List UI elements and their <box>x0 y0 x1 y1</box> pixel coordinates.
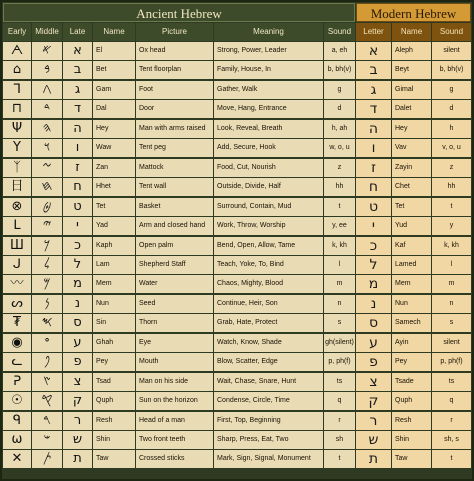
early-glyph: ᒪ <box>3 217 32 235</box>
late-glyph: נ <box>63 295 93 313</box>
modern-letter: פ <box>356 353 392 371</box>
modern-name: Nun <box>392 295 432 313</box>
early-glyph: ⊗ <box>3 198 32 216</box>
letter-name: Kaph <box>93 237 136 255</box>
meaning: Add, Secure, Hook <box>214 139 324 157</box>
table-row <box>3 256 471 275</box>
sound: n <box>324 295 356 313</box>
modern-name: Beyt <box>392 61 432 79</box>
letter-name: Tsad <box>93 373 136 391</box>
sound: k, kh <box>324 237 356 255</box>
late-glyph: ג <box>63 81 93 99</box>
sound: t <box>324 198 356 216</box>
letter-name: Lam <box>93 256 136 274</box>
sound: q <box>324 392 356 410</box>
late-glyph: ו <box>63 139 93 157</box>
sound: ts <box>324 373 356 391</box>
sound: s <box>324 314 356 332</box>
meaning: Blow, Scatter, Edge <box>214 353 324 371</box>
col-picture: Picture <box>136 23 214 41</box>
modern-sound: ts <box>432 373 471 391</box>
modern-name: Yud <box>392 217 432 235</box>
modern-sound: h <box>432 120 471 138</box>
picture-description: Two front teeth <box>136 431 214 449</box>
letter-name: Gam <box>93 81 136 99</box>
picture-description: Ox head <box>136 42 214 60</box>
middle-glyph: 𐤕 <box>32 450 63 468</box>
modern-sound: b, bh(v) <box>432 61 471 79</box>
modern-letter: ל <box>356 256 392 274</box>
meaning: Strong, Power, Leader <box>214 42 324 60</box>
middle-glyph: 𐤄 <box>32 120 63 138</box>
modern-name: Taw <box>392 450 432 468</box>
early-glyph: Ψ <box>3 120 32 138</box>
early-glyph: ᔕ <box>3 295 32 313</box>
late-glyph: ב <box>63 61 93 79</box>
modern-letter: ת <box>356 450 392 468</box>
modern-letter: ד <box>356 100 392 118</box>
picture-description: Door <box>136 100 214 118</box>
late-glyph: י <box>63 217 93 235</box>
modern-sound: t <box>432 450 471 468</box>
modern-sound: l <box>432 256 471 274</box>
sound: gh(silent) <box>324 334 356 352</box>
middle-glyph: 𐤆 <box>32 159 63 177</box>
letter-name: Dal <box>93 100 136 118</box>
letter-name: Yad <box>93 217 136 235</box>
letter-name: Shin <box>93 431 136 449</box>
modern-letter: ק <box>356 392 392 410</box>
picture-description: Basket <box>136 198 214 216</box>
letter-name: Waw <box>93 139 136 157</box>
late-glyph: ק <box>63 392 93 410</box>
letter-name: Hhet <box>93 178 136 196</box>
late-glyph: ל <box>63 256 93 274</box>
modern-letter: ט <box>356 198 392 216</box>
early-glyph: ᑫ <box>3 412 32 430</box>
modern-letter: ס <box>356 314 392 332</box>
meaning: First, Top, Beginning <box>214 412 324 430</box>
modern-letter: ב <box>356 61 392 79</box>
meaning: Work, Throw, Worship <box>214 217 324 235</box>
letter-name: Bet <box>93 61 136 79</box>
letter-name: Nun <box>93 295 136 313</box>
sound: z <box>324 159 356 177</box>
late-glyph: ש <box>63 431 93 449</box>
sound: w, o, u <box>324 139 356 157</box>
modern-letter: ה <box>356 120 392 138</box>
middle-glyph: 𐤂 <box>32 81 63 99</box>
modern-name: Tet <box>392 198 432 216</box>
picture-description: Arm and closed hand <box>136 217 214 235</box>
late-glyph: ע <box>63 334 93 352</box>
letter-name: Pey <box>93 353 136 371</box>
modern-sound: d <box>432 100 471 118</box>
modern-sound: t <box>432 198 471 216</box>
col-letter: Letter <box>356 23 392 41</box>
late-glyph: כ <box>63 237 93 255</box>
modern-name: Hey <box>392 120 432 138</box>
early-glyph: ⌂ <box>3 61 32 79</box>
modern-name: Chet <box>392 178 432 196</box>
middle-glyph: 𐤇 <box>32 178 63 196</box>
modern-letter: כ <box>356 237 392 255</box>
middle-glyph: 𐤐 <box>32 353 63 371</box>
middle-glyph: 𐤎 <box>32 314 63 332</box>
table-row <box>3 139 471 158</box>
table-row <box>3 42 471 61</box>
sound: h, ah <box>324 120 356 138</box>
col-middle: Middle <box>32 23 63 41</box>
modern-hebrew-heading: Modern Hebrew <box>356 3 471 22</box>
ancient-hebrew-heading: Ancient Hebrew <box>3 3 355 22</box>
early-glyph: 日 <box>3 178 32 196</box>
late-glyph: ד <box>63 100 93 118</box>
sound: sh <box>324 431 356 449</box>
modern-name: Zayin <box>392 159 432 177</box>
table-row <box>3 295 471 314</box>
picture-description: Tent floorplan <box>136 61 214 79</box>
early-glyph: ⊓ <box>3 100 32 118</box>
letter-name: Hey <box>93 120 136 138</box>
modern-sound: n <box>432 295 471 313</box>
modern-letter: ג <box>356 81 392 99</box>
picture-description: Water <box>136 275 214 293</box>
middle-glyph: 𐤏 <box>32 334 63 352</box>
modern-letter: י <box>356 217 392 235</box>
picture-description: Eye <box>136 334 214 352</box>
modern-name: Resh <box>392 412 432 430</box>
letter-name: Quph <box>93 392 136 410</box>
modern-sound: v, o, u <box>432 139 471 157</box>
table-row <box>3 198 471 217</box>
column-header-row <box>3 23 471 42</box>
table-row <box>3 100 471 119</box>
picture-description: Tent peg <box>136 139 214 157</box>
meaning: Gather, Walk <box>214 81 324 99</box>
middle-glyph: 𐤅 <box>32 139 63 157</box>
meaning: Look, Reveal, Breath <box>214 120 324 138</box>
middle-glyph: 𐤃 <box>32 100 63 118</box>
meaning: Surround, Contain, Mud <box>214 198 324 216</box>
letter-name: Tet <box>93 198 136 216</box>
table-row <box>3 217 471 236</box>
sound: t <box>324 450 356 468</box>
modern-sound: k, kh <box>432 237 471 255</box>
early-glyph: ω <box>3 431 32 449</box>
picture-description: Seed <box>136 295 214 313</box>
table-row <box>3 412 471 431</box>
modern-name: Vav <box>392 139 432 157</box>
col-early: Early <box>3 23 32 41</box>
table-row <box>3 334 471 353</box>
early-glyph: Ш <box>3 237 32 255</box>
modern-letter: ר <box>356 412 392 430</box>
modern-letter: ע <box>356 334 392 352</box>
modern-name: Pey <box>392 353 432 371</box>
middle-glyph: 𐤁 <box>32 61 63 79</box>
table-row <box>3 178 471 197</box>
modern-letter: ז <box>356 159 392 177</box>
early-glyph: ᗅ <box>3 42 32 60</box>
letter-name: Ghah <box>93 334 136 352</box>
modern-sound: q <box>432 392 471 410</box>
picture-description: Mouth <box>136 353 214 371</box>
early-glyph: ₮ <box>3 314 32 332</box>
picture-description: Tent wall <box>136 178 214 196</box>
meaning: Grab, Hate, Protect <box>214 314 324 332</box>
modern-name: Samech <box>392 314 432 332</box>
early-glyph: Y <box>3 139 32 157</box>
sound: g <box>324 81 356 99</box>
picture-description: Man on his side <box>136 373 214 391</box>
picture-description: Head of a man <box>136 412 214 430</box>
col-late: Late <box>63 23 93 41</box>
modern-sound: silent <box>432 334 471 352</box>
early-glyph: ◉ <box>3 334 32 352</box>
meaning: Chaos, Mighty, Blood <box>214 275 324 293</box>
sound: m <box>324 275 356 293</box>
late-glyph: ח <box>63 178 93 196</box>
modern-name: Dalet <box>392 100 432 118</box>
table-row <box>3 373 471 392</box>
modern-letter: נ <box>356 295 392 313</box>
meaning: Bend, Open, Allow, Tame <box>214 237 324 255</box>
picture-description: Man with arms raised <box>136 120 214 138</box>
middle-glyph: 𐤍 <box>32 295 63 313</box>
modern-name: Lamed <box>392 256 432 274</box>
modern-sound: g <box>432 81 471 99</box>
modern-name: Gimal <box>392 81 432 99</box>
table-row <box>3 61 471 80</box>
picture-description: Crossed sticks <box>136 450 214 468</box>
modern-letter: א <box>356 42 392 60</box>
modern-sound: sh, s <box>432 431 471 449</box>
col-modern-name: Name <box>392 23 432 41</box>
meaning: Teach, Yoke, To, Bind <box>214 256 324 274</box>
sound: r <box>324 412 356 430</box>
middle-glyph: 𐤌 <box>32 275 63 293</box>
picture-description: Sun on the horizon <box>136 392 214 410</box>
modern-name: Quph <box>392 392 432 410</box>
picture-description: Open palm <box>136 237 214 255</box>
early-glyph: ☉ <box>3 392 32 410</box>
meaning: Outside, Divide, Half <box>214 178 324 196</box>
table-row <box>3 392 471 411</box>
modern-letter: מ <box>356 275 392 293</box>
modern-sound: silent <box>432 42 471 60</box>
meaning: Condense, Circle, Time <box>214 392 324 410</box>
col-modern-sound: Sound <box>432 23 471 41</box>
middle-glyph: 𐤀 <box>32 42 63 60</box>
meaning: Food, Cut, Nourish <box>214 159 324 177</box>
modern-name: Mem <box>392 275 432 293</box>
modern-sound: z <box>432 159 471 177</box>
meaning: Sharp, Press, Eat, Two <box>214 431 324 449</box>
letter-name: Sin <box>93 314 136 332</box>
table-row <box>3 275 471 294</box>
middle-glyph: 𐤋 <box>32 256 63 274</box>
meaning: Watch, Know, Shade <box>214 334 324 352</box>
table-row <box>3 159 471 178</box>
modern-sound: m <box>432 275 471 293</box>
early-glyph: ᒍ <box>3 256 32 274</box>
middle-glyph: 𐤔 <box>32 431 63 449</box>
early-glyph: ᓚ <box>3 353 32 371</box>
letter-name: El <box>93 42 136 60</box>
col-name: Name <box>93 23 136 41</box>
late-glyph: צ <box>63 373 93 391</box>
modern-name: Shin <box>392 431 432 449</box>
letter-name: Zan <box>93 159 136 177</box>
late-glyph: ז <box>63 159 93 177</box>
picture-description: Mattock <box>136 159 214 177</box>
middle-glyph: 𐤑 <box>32 373 63 391</box>
modern-letter: ו <box>356 139 392 157</box>
sound: y, ee <box>324 217 356 235</box>
sound: b, bh(v) <box>324 61 356 79</box>
late-glyph: ת <box>63 450 93 468</box>
picture-description: Thorn <box>136 314 214 332</box>
meaning: Move, Hang, Entrance <box>214 100 324 118</box>
late-glyph: ט <box>63 198 93 216</box>
modern-sound: p, ph(f) <box>432 353 471 371</box>
early-glyph: ✕ <box>3 450 32 468</box>
sound: l <box>324 256 356 274</box>
late-glyph: מ <box>63 275 93 293</box>
modern-sound: r <box>432 412 471 430</box>
meaning: Mark, Sign, Signal, Monument <box>214 450 324 468</box>
modern-name: Ayin <box>392 334 432 352</box>
modern-name: Aleph <box>392 42 432 60</box>
late-glyph: ר <box>63 412 93 430</box>
modern-sound: y <box>432 217 471 235</box>
meaning: Family, House, In <box>214 61 324 79</box>
table-row <box>3 81 471 100</box>
meaning: Continue, Heir, Son <box>214 295 324 313</box>
letter-name: Taw <box>93 450 136 468</box>
sound: hh <box>324 178 356 196</box>
early-glyph: 〰 <box>3 275 32 293</box>
modern-name: Tsade <box>392 373 432 391</box>
late-glyph: ה <box>63 120 93 138</box>
table-row <box>3 237 471 256</box>
letter-name: Mem <box>93 275 136 293</box>
middle-glyph: 𐤉 <box>32 217 63 235</box>
middle-glyph: 𐤈 <box>32 198 63 216</box>
middle-glyph: 𐤊 <box>32 237 63 255</box>
modern-sound: hh <box>432 178 471 196</box>
meaning: Wait, Chase, Snare, Hunt <box>214 373 324 391</box>
modern-letter: ח <box>356 178 392 196</box>
middle-glyph: 𐤒 <box>32 392 63 410</box>
table-row <box>3 120 471 139</box>
late-glyph: פ <box>63 353 93 371</box>
early-glyph: ᒣ <box>3 81 32 99</box>
col-sound: Sound <box>324 23 356 41</box>
early-glyph: ᕈ <box>3 373 32 391</box>
picture-description: Shepherd Staff <box>136 256 214 274</box>
table-row <box>3 314 471 333</box>
modern-sound: s <box>432 314 471 332</box>
sound: p, ph(f) <box>324 353 356 371</box>
modern-letter: ש <box>356 431 392 449</box>
table-row <box>3 450 471 469</box>
modern-name: Kaf <box>392 237 432 255</box>
letter-name: Resh <box>93 412 136 430</box>
sound: a, eh <box>324 42 356 60</box>
table-row <box>3 353 471 372</box>
middle-glyph: 𐤓 <box>32 412 63 430</box>
late-glyph: א <box>63 42 93 60</box>
late-glyph: ס <box>63 314 93 332</box>
sound: d <box>324 100 356 118</box>
early-glyph: ᛉ <box>3 159 32 177</box>
col-meaning: Meaning <box>214 23 324 41</box>
table-row <box>3 431 471 450</box>
modern-letter: צ <box>356 373 392 391</box>
picture-description: Foot <box>136 81 214 99</box>
